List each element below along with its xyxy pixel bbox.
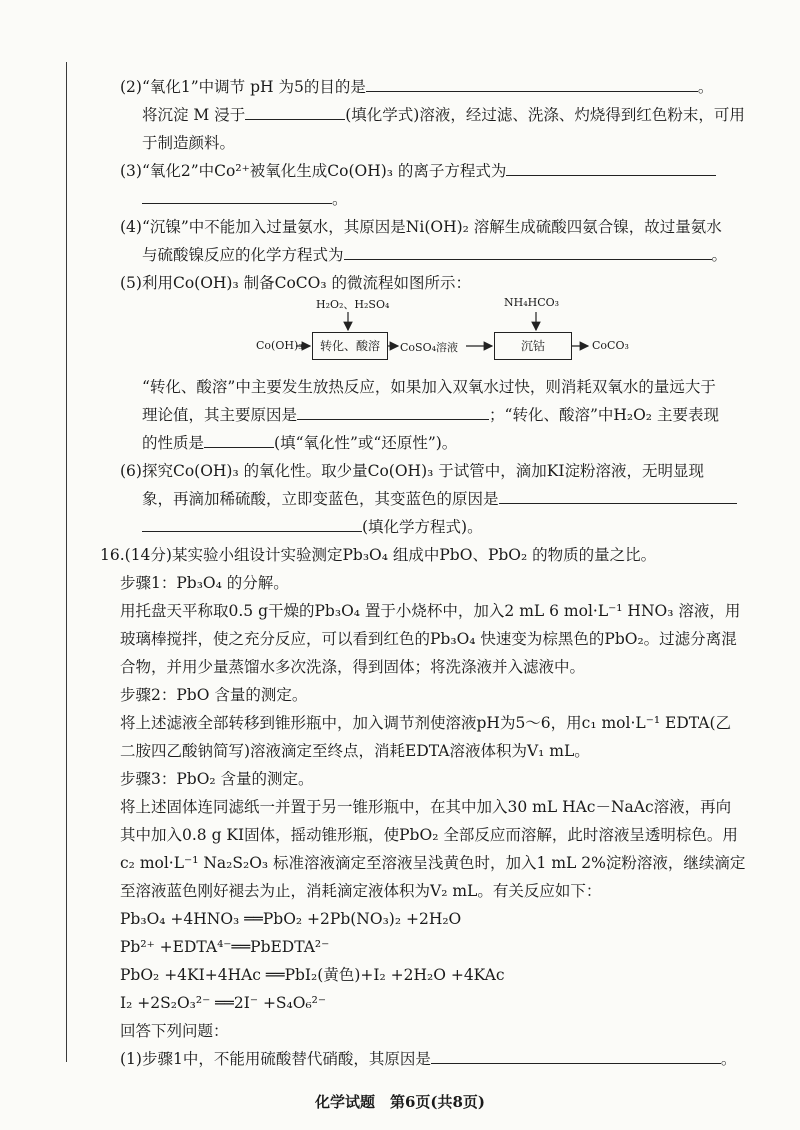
step3-line-1: 将上述固体连同滤纸一并置于另一锥形瓶中，在其中加入30 mL HAc－NaAc溶液，再向 bbox=[120, 798, 732, 816]
step2-line-2: 二胺四乙酸钠简写)溶液滴定至终点，消耗EDTA溶液体积为V₁ mL。 bbox=[120, 742, 590, 760]
q5-answer-blank-1[interactable] bbox=[297, 405, 489, 420]
step3-line-3: c₂ mol·L⁻¹ Na₂S₂O₃ 标准溶液滴定至溶液呈浅黄色时，加入1 mL 2%淀粉溶液，继续滴定 bbox=[120, 854, 746, 872]
q3-line-1 bbox=[120, 160, 716, 182]
step3-title: 步骤3：PbO₂ 含量的测定。 bbox=[120, 770, 314, 788]
equation-4: I₂ +2S₂O₃²⁻ ══2I⁻ +S₄O₆²⁻ bbox=[120, 994, 327, 1012]
q2-answer-blank-2[interactable] bbox=[245, 105, 345, 120]
process-flow-diagram bbox=[248, 294, 638, 374]
q5-line-1: (5)利用Co(OH)₃ 制备CoCO₃ 的微流程如图所示： bbox=[120, 274, 472, 292]
q16-1-answer-blank[interactable] bbox=[431, 1049, 721, 1064]
flow-start: Co(OH)₃ bbox=[256, 339, 303, 352]
flow-box-conversion: 转化、酸溶 bbox=[312, 332, 388, 360]
answer-intro: 回答下列问题： bbox=[120, 1022, 229, 1040]
q5-line-4: 的性质是 (填“氧化性”或“还原性”)。 bbox=[142, 434, 458, 452]
flow-end: CoCO₃ bbox=[592, 339, 629, 352]
margin-rule bbox=[66, 62, 67, 1062]
q16-1-line: (1)步骤1中，不能用硫酸替代硝酸，其原因是 。 bbox=[120, 1050, 737, 1068]
q16-1-prompt: (1)步骤1中，不能用硫酸替代硝酸，其原因是 bbox=[120, 1050, 431, 1068]
step1-line-1: 用托盘天平称取0.5 g干燥的Pb₃O₄ 置于小烧杯中，加入2 mL 6 mol·L⁻¹ HNO₃ 溶液，用 bbox=[120, 602, 741, 620]
q3-line-2: 。 bbox=[142, 188, 348, 210]
q6-line-1: (6)探究Co(OH)₃ 的氧化性。取少量Co(OH)₃ 于试管中，滴加KI淀粉溶液，无明显现 bbox=[120, 462, 704, 480]
q2-answer-blank-1[interactable] bbox=[366, 77, 698, 92]
flow-box-precipitation: 沉钴 bbox=[494, 332, 572, 360]
flow-reagent-1: H₂O₂、H₂SO₄ bbox=[316, 298, 390, 311]
q3-prompt: (3)“氧化2”中Co²⁺被氧化生成Co(OH)₃ 的离子方程式为 bbox=[120, 162, 507, 180]
q2-line-3: 于制造颜料。 bbox=[142, 134, 236, 152]
step3-line-4: 至溶液蓝色刚好褪去为止，消耗滴定液体积为V₂ mL。有关反应如下： bbox=[120, 882, 602, 900]
q4-line-1: (4)“沉镍”中不能加入过量氨水，其原因是Ni(OH)₂ 溶解生成硫酸四氨合镍，故过量氨水 bbox=[120, 218, 722, 236]
q6-answer-blank[interactable] bbox=[499, 489, 737, 504]
q2-prompt: (2)“氧化1”中调节 pH 为5的目的是 bbox=[120, 78, 366, 96]
flow-mid: CoSO₄溶液 bbox=[400, 341, 459, 354]
q3-answer-blank[interactable] bbox=[506, 161, 716, 176]
page-footer: 化学试题 第6页(共8页) bbox=[314, 1093, 486, 1111]
step1-title: 步骤1：Pb₃O₄ 的分解。 bbox=[120, 574, 289, 592]
q5-answer-blank-2[interactable] bbox=[204, 433, 274, 448]
flow-reagent-2: NH₄HCO₃ bbox=[504, 296, 560, 309]
step3-line-2: 其中加入0.8 g KI固体，摇动锥形瓶，使PbO₂ 全部反应而溶解，此时溶液呈透明棕色。用 bbox=[120, 826, 738, 844]
step2-title: 步骤2：PbO 含量的测定。 bbox=[120, 686, 308, 704]
q6-line-2: 象，再滴加稀硫酸，立即变蓝色，其变蓝色的原因是 bbox=[142, 488, 737, 510]
q5-line-3: 理论值，其主要原因是 ；“转化、酸溶”中H₂O₂ 主要表现 bbox=[142, 406, 719, 424]
q6-line-3: (填化学方程式)。 bbox=[142, 516, 483, 538]
step2-line-1: 将上述滤液全部转移到锥形瓶中，加入调节剂使溶液pH为5～6，用c₁ mol·L⁻¹ EDTA(乙 bbox=[120, 714, 731, 732]
q16-title: 16.(14分)某实验小组设计实验测定Pb₃O₄ 组成中PbO、PbO₂ 的物质的量之比。 bbox=[100, 546, 657, 564]
q5-line-2: “转化、酸溶”中主要发生放热反应，如果加入双氧水过快，则消耗双氧水的量远大于 bbox=[142, 378, 716, 396]
equation-1: Pb₃O₄ +4HNO₃ ══PbO₂ +2Pb(NO₃)₂ +2H₂O bbox=[120, 910, 462, 928]
q3-answer-blank-cont[interactable] bbox=[142, 189, 332, 204]
q4-answer-blank[interactable] bbox=[344, 245, 712, 260]
flow-arrows bbox=[248, 294, 638, 374]
q6-answer-blank-cont[interactable] bbox=[142, 517, 362, 532]
q2-line-2: 将沉淀 M 浸于 (填化学式)溶液，经过滤、洗涤、灼烧得到红色粉末，可用 bbox=[142, 106, 745, 124]
step1-line-2: 玻璃棒搅拌，使之充分反应，可以看到红色的Pb₃O₄ 快速变为棕黑色的PbO₂。过滤分离混 bbox=[120, 630, 737, 648]
q2-line-1: (2)“氧化1”中调节 pH 为5的目的是 。 bbox=[120, 78, 714, 96]
equation-3: PbO₂ +4KI+4HAc ══PbI₂(黄色)+I₂ +2H₂O +4KAc bbox=[120, 966, 505, 984]
q4-line-2: 与硫酸镍反应的化学方程式为 。 bbox=[142, 246, 728, 264]
equation-2: Pb²⁺ +EDTA⁴⁻══PbEDTA²⁻ bbox=[120, 938, 330, 956]
step1-line-3: 合物，并用少量蒸馏水多次洗涤，得到固体；将洗涤液并入滤液中。 bbox=[120, 658, 586, 676]
